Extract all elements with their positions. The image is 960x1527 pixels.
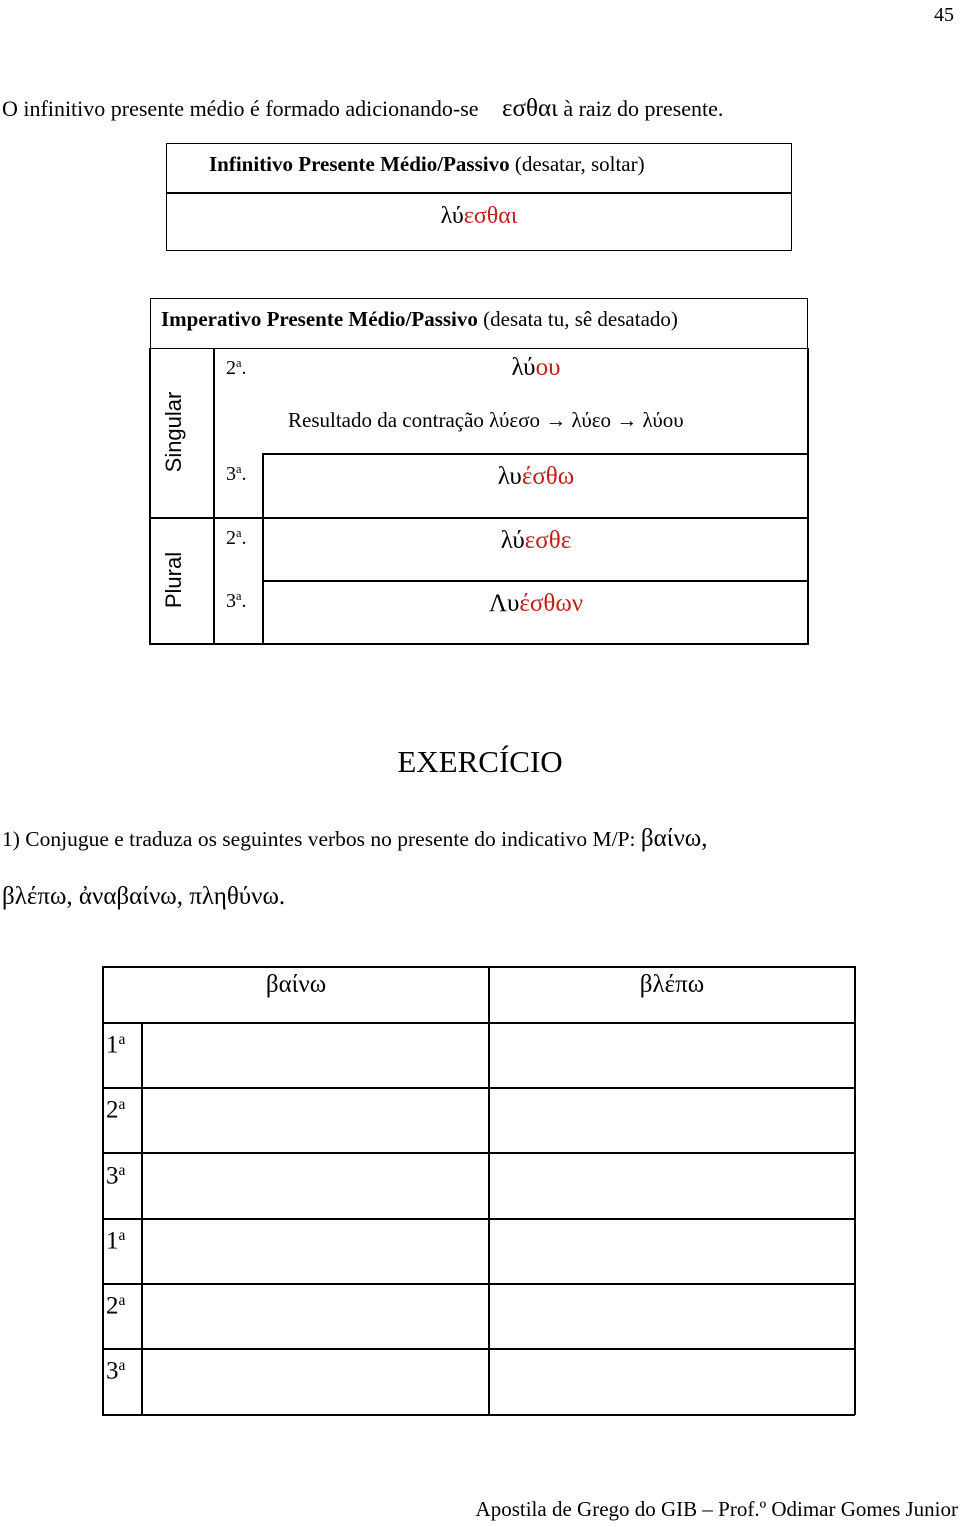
form-2-singular: λύου — [511, 354, 561, 381]
infinitive-gloss: (desatar, soltar) — [509, 152, 645, 176]
infinitive-header-cell — [166, 143, 792, 194]
contraction-note: Resultado da contração λύεσο → λύεο → λύου — [288, 408, 684, 432]
plural-label: Plural — [161, 551, 186, 609]
intro-greek-ending: εσθαι — [502, 95, 558, 122]
column-header-baino: βαίνω — [265, 971, 327, 998]
intro-text-end: à raiz do presente. — [563, 96, 724, 121]
imperative-header-cell — [150, 298, 808, 349]
infinitive-ending: εσθαι — [463, 203, 518, 229]
person-3-plural: 3$^a$. — [226, 589, 247, 612]
infinitive-title: Infinitivo Presente Médio/Passivo — [209, 152, 510, 176]
infinitive-stem: λύ — [440, 203, 464, 229]
form-3-plural: Λυέσθων — [488, 590, 584, 617]
intro-text: O infinitivo presente médio é formado adicionando-se — [2, 96, 479, 121]
infinitive-form-cell — [166, 192, 792, 251]
intro-paragraph — [2, 95, 723, 123]
singular-label: Singular — [161, 391, 186, 473]
page-number: 45 — [934, 4, 954, 26]
row-label: 1$^a$ — [106, 1031, 126, 1059]
form-2-plural: λύεσθε — [500, 527, 572, 554]
row-label: 3$^a$ — [106, 1162, 126, 1190]
imperative-title: Imperativo Presente Médio/Passivo — [161, 307, 478, 331]
person-3-singular: 3$^a$. — [226, 462, 247, 485]
exercise-title: EXERCÍCIO — [397, 744, 563, 779]
footer: Apostila de Grego do GIB – Prof.º Odimar Gomes Junior — [475, 1497, 958, 1521]
row-label: 2$^a$ — [106, 1292, 126, 1320]
exercise-instruction: 1) Conjugue e traduza os seguintes verbos no presente do indicativo M/P: βαίνω, βλέπω, ἀναβαίνω, πληθύνω. — [2, 825, 708, 910]
person-2-singular: 2$^a$. — [226, 356, 247, 379]
form-3-singular: λυέσθω — [497, 463, 575, 490]
row-label: 3$^a$ — [106, 1357, 126, 1385]
imperative-gloss: (desata tu, sê desatado) — [477, 307, 678, 331]
column-header-blepo: βλέπω — [639, 971, 705, 998]
person-2-plural: 2$^a$. — [226, 526, 247, 549]
row-label: 1$^a$ — [106, 1227, 126, 1255]
row-label: 2$^a$ — [106, 1096, 126, 1124]
